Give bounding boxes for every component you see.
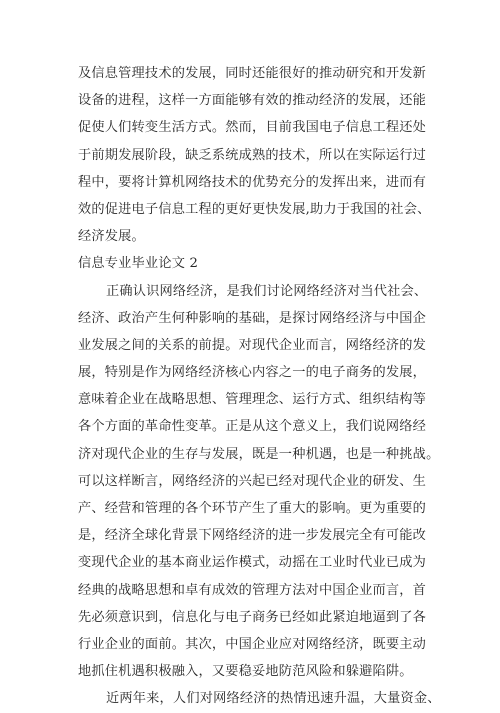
paragraph-line: 程中，要将计算机网络技术的优势充分的发挥出来，进而有 (78, 174, 427, 190)
paragraph-line: 产、经营和管理的各个环节产生了重大的影响。更为重要的 (78, 501, 427, 516)
paragraph-line: 于前期发展阶段，缺乏系统成熟的技术，所以在实际运行过 (78, 147, 427, 163)
paragraph-line: 经济、政治产生何种影响的基础，是探讨网络经济与中国企 (78, 310, 427, 326)
paragraph-line: 经典的战略思想和卓有成效的管理方法对中国企业而言，首 (78, 582, 427, 598)
paragraph-line: 济对现代企业的生存与发展，既是一种机遇，也是一种挑战。 (78, 446, 440, 462)
paragraph-line: 近两年来，人们对网络经济的热情迅速升温，大量资金、 (106, 691, 441, 707)
paragraph-line: 地抓住机遇积极融入，又要稳妥地防范风险和躲避陷阱。 (78, 664, 413, 680)
paragraph-line: 效的促进电子信息工程的更好更快发展,助力于我国的社会、 (78, 201, 431, 217)
section-heading: 信息专业毕业论文 2 (78, 256, 199, 272)
paragraph-line: 促使人们转变生活方式。然而，目前我国电子信息工程还处 (78, 120, 427, 136)
paragraph-line: 是，经济全球化背景下网络经济的进一步发展完全有可能改 (78, 528, 427, 544)
paragraph-line: 可以这样断言，网络经济的兴起已经对现代企业的研发、生 (78, 473, 427, 489)
paragraph-line: 经济发展。 (78, 229, 145, 245)
paragraph-line: 设备的进程，这样一方面能够有效的推动经济的发展，还能 (78, 93, 427, 109)
paragraph-line: 正确认识网络经济，是我们讨论网络经济对当代社会、 (106, 283, 428, 299)
paragraph-line: 变现代企业的基本商业运作模式，动摇在工业时代业已成为 (78, 555, 427, 571)
paragraph-line: 各个方面的革命性变革。正是从这个意义上，我们说网络经 (78, 419, 427, 435)
paragraph-line: 意味着企业在战略思想、管理理念、运行方式、组织结构等 (78, 392, 427, 408)
paragraph-line: 及信息管理技术的发展，同时还能很好的推动研究和开发新 (78, 66, 427, 81)
paragraph-line: 展，特别是作为网络经济核心内容之一的电子商务的发展， (78, 365, 427, 381)
paragraph-line: 先必须意识到，信息化与电子商务已经如此紧迫地逼到了各 (78, 609, 427, 625)
paragraph-line: 业发展之间的关系的前提。对现代企业而言，网络经济的发 (78, 337, 427, 353)
document-body (78, 60, 441, 713)
paragraph-line: 行业企业的面前。其次，中国企业应对网络经济，既要主动 (78, 636, 427, 652)
